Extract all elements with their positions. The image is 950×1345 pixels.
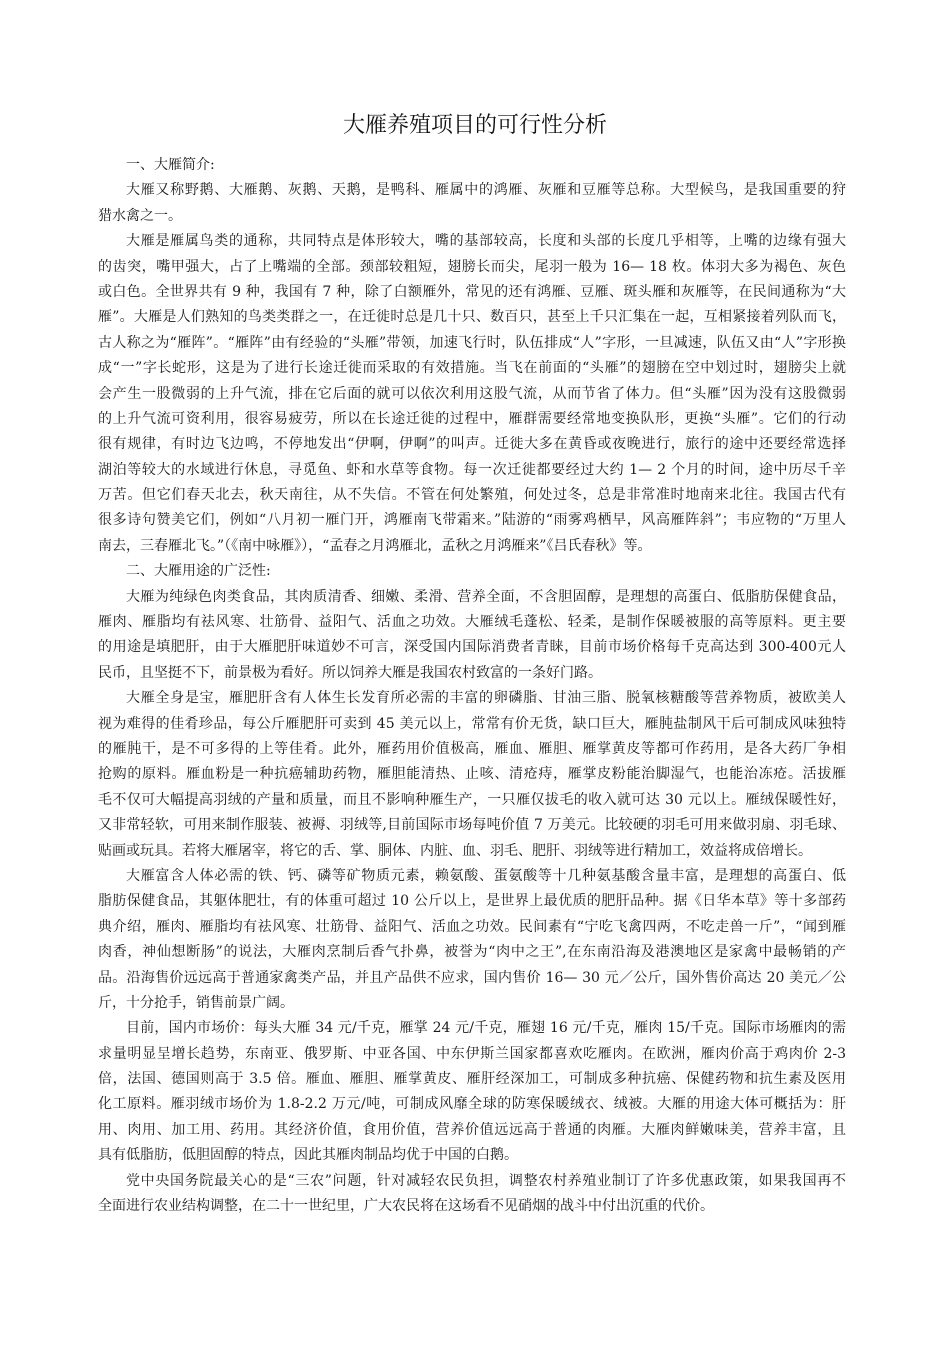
text-line: 或白色。全世界共有 9 种，我国有 7 种，除了白额雁外，常见的还有鸿雁、豆雁、斑头雁和灰雁等，在民间通称为“大 <box>98 283 846 300</box>
text-line: 大雁为纯绿色肉类食品，其肉质清香、细嫩、柔滑、营养全面，不含胆固醇，是理想的高蛋白、低脂肪保健食品， <box>126 588 846 605</box>
text-line: 猎水禽之一。 <box>98 207 182 224</box>
text-line: 南去，三春雁北飞。”（《南中咏雁》），“孟春之月鸿雁北，孟秋之月鸿雁来”《吕氏春秋》等。 <box>98 537 652 554</box>
text-line: 一、大雁简介: <box>126 157 215 173</box>
text-line: 又非常轻软，可用来制作服装、被褥、羽绒等,目前国际市场每吨价值 7 万美元。比较硬的羽毛可用来做羽扇、羽毛球、 <box>98 817 846 834</box>
text-line: 肉香，神仙想断肠”的说法，大雁肉烹制后香气扑鼻，被誉为“肉中之王”,在东南沿海及港澳地区是家禽中最畅销的产 <box>98 944 846 961</box>
text-line: 视为难得的佳肴珍品，每公斤雁肥肝可卖到 45 美元以上，常常有价无货，缺口巨大，雁肫盐制风干后可制成风味独特 <box>98 715 846 732</box>
text-line: 斤，十分抢手，销售前景广阔。 <box>98 994 294 1011</box>
text-line: 民币，且坚挺不下，前景极为看好。所以饲养大雁是我国农村致富的一条好门路。 <box>98 664 602 681</box>
text-line: 贴画或玩具。若将大雁屠宰，将它的舌、掌、胴体、内脏、血、羽毛、肥肝、羽绒等进行精加工，效益将成倍增长。 <box>98 842 812 859</box>
text-line: 万苦。但它们春天北去，秋天南往，从不失信。不管在何处繁殖，何处过冬，总是非常准时地南来北往。我国古代有 <box>98 487 846 504</box>
text-line: 的上升气流可资利用，很容易疲劳，所以在长途迁徙的过程中，雁群需要经常地变换队形，更换“头雁”。它们的行动 <box>98 410 846 427</box>
paragraph <box>98 585 846 687</box>
text-line: 二、大雁用途的广泛性: <box>126 563 271 580</box>
text-line: 的用途是填肥肝，由于大雁肥肝味道妙不可言，深受国内国际消费者青睐，目前市场价格每千克高达到 300-400元人 <box>98 639 846 656</box>
text-line: 目前，国内市场价：每头大雁 34 元/千克，雁掌 24 元/千克，雁翅 16 元/千克，雁肉 15/千克。国际市场雁肉的需 <box>126 1020 846 1037</box>
text-line: 脂肪保健食品，其躯体肥壮，有的体重可超过 10 公斤以上，是世界上最优质的肥肝品种。据《日华本草》等十多部药 <box>98 893 846 910</box>
paragraph <box>98 229 846 559</box>
text-line: 典介绍，雁肉、雁脂均有祛风寒、壮筋骨、益阳气、活血之功效。民间素有“宁吃飞禽四两，不吃走兽一斤”，“闻到雁 <box>98 918 846 935</box>
text-line: 求量明显呈增长趋势，东南亚、俄罗斯、中亚各国、中东伊斯兰国家都喜欢吃雁肉。在欧洲，雁肉价高于鸡肉价 2-3 <box>98 1045 846 1062</box>
paragraph <box>98 864 846 1016</box>
text-line: 具有低脂肪，低胆固醇的特点，因此其雁肉制品均优于中国的白鹅。 <box>98 1147 518 1164</box>
paragraph <box>98 1016 846 1168</box>
paragraph <box>98 686 846 864</box>
text-line: 的雁肫干，是不可多得的上等佳肴。此外，雁药用价值极高，雁血、雁胆、雁掌黄皮等都可作药用，是各大药厂争相 <box>98 740 846 757</box>
text-line: 化工原料。雁羽绒市场价为 1.8-2.2 万元/吨，可制成风靡全球的防寒保暖绒衣、绒被。大雁的用途大体可概括为：肝 <box>98 1096 846 1113</box>
text-line: 雁”。大雁是人们熟知的鸟类类群之一，在迁徙时总是几十只、数百只，甚至上千只汇集在一起，互相紧接着列队而飞， <box>98 309 846 326</box>
text-line: 大雁全身是宝，雁肥肝含有人体生长发育所必需的丰富的卵磷脂、甘油三脂、脱氧核糖酸等营养物质，被欧美人 <box>126 690 846 707</box>
text-line: 大雁是雁属鸟类的通称，共同特点是体形较大，嘴的基部较高，长度和头部的长度几乎相等，上嘴的边缘有强大 <box>126 233 846 250</box>
text-line: 品。沿海售价远远高于普通家禽类产品，并且产品供不应求，国内售价 16— 30 元／公斤，国外售价高达 20 美元／公 <box>98 969 846 986</box>
text-line: 湖泊等较大的水域进行休息，寻觅鱼、虾和水草等食物。每一次迁徙都要经过大约 1— 2 个月的时间，途中历尽千辛 <box>98 461 846 478</box>
text-line: 用、肉用、加工用、药用。其经济价值，食用价值，营养价值远远高于普通的肉雁。大雁肉鲜嫩味美，营养丰富，且 <box>98 1121 846 1138</box>
text-line: 雁肉、雁脂均有祛风寒、壮筋骨、益阳气、活血之功效。大雁绒毛蓬松、轻柔，是制作保暖被服的高等原料。更主要 <box>98 614 846 631</box>
text-line: 的齿突，嘴甲强大，占了上嘴端的全部。颈部较粗短，翅膀长而尖，尾羽一般为 16— 18 枚。体羽大多为褐色、灰色 <box>98 258 846 275</box>
text-line: 党中央国务院最关心的是“三农”问题，针对减轻农民负担，调整农村养殖业制订了许多优惠政策，如果我国再不 <box>126 1172 846 1189</box>
section-heading <box>98 559 846 584</box>
text-line: 倍，法国、德国则高于 3.5 倍。雁血、雁胆、雁掌黄皮、雁肝经深加工，可制成多种抗癌、保健药物和抗生素及医用 <box>98 1071 846 1088</box>
text-line: 很多诗句赞美它们，例如“八月初一雁门开，鸿雁南飞带霜来。”陆游的“雨雾鸡栖早，风高雁阵斜”；韦应物的“万里人 <box>98 512 846 529</box>
text-line: 成“一”字长蛇形，这是为了进行长途迁徙而采取的有效措施。当飞在前面的“头雁”的翅膀在空中划过时，翅膀尖上就 <box>98 360 846 377</box>
paragraph <box>98 178 846 229</box>
text-line: 全面进行农业结构调整，在二十一世纪里，广大农民将在这场看不见硝烟的战斗中付出沉重的代价。 <box>98 1198 714 1215</box>
text-line: 会产生一股微弱的上升气流，排在它后面的就可以依次利用这股气流，从而节省了体力。但“头雁”因为没有这股微弱 <box>98 385 846 402</box>
text-line: 很有规律，有时边飞边鸣，不停地发出“伊啊，伊啊”的叫声。迁徙大多在黄昏或夜晚进行，旅行的途中还要经常选择 <box>98 436 846 453</box>
text-line: 抢购的原料。雁血粉是一种抗癌辅助药物，雁胆能清热、止咳、清疮痔，雁掌皮粉能治脚湿气，也能治冻疮。活拔雁 <box>98 766 846 783</box>
section-heading <box>98 153 846 178</box>
text-line: 大雁富含人体必需的铁、钙、磷等矿物质元素，赖氨酸、蛋氨酸等十几种氨基酸含量丰富，是理想的高蛋白、低 <box>126 867 846 884</box>
text-line: 毛不仅可大幅提高羽绒的产量和质量，而且不影响种雁生产，一只雁仅拔毛的收入就可达 30 元以上。雁绒保暖性好， <box>98 791 846 808</box>
document-body <box>98 153 846 1219</box>
document-title: 大雁养殖项目的可行性分析 <box>342 113 607 138</box>
paragraph <box>98 1169 846 1220</box>
text-line: 大雁又称野鹅、大雁鹅、灰鹅、天鹅，是鸭科、雁属中的鸿雁、灰雁和豆雁等总称。大型候鸟，是我国重要的狩 <box>126 182 846 199</box>
text-line: 古人称之为“雁阵”。“雁阵”由有经验的“头雁”带领，加速飞行时，队伍排成“人”字形，一旦减速，队伍又由“人”字形换 <box>98 334 846 351</box>
